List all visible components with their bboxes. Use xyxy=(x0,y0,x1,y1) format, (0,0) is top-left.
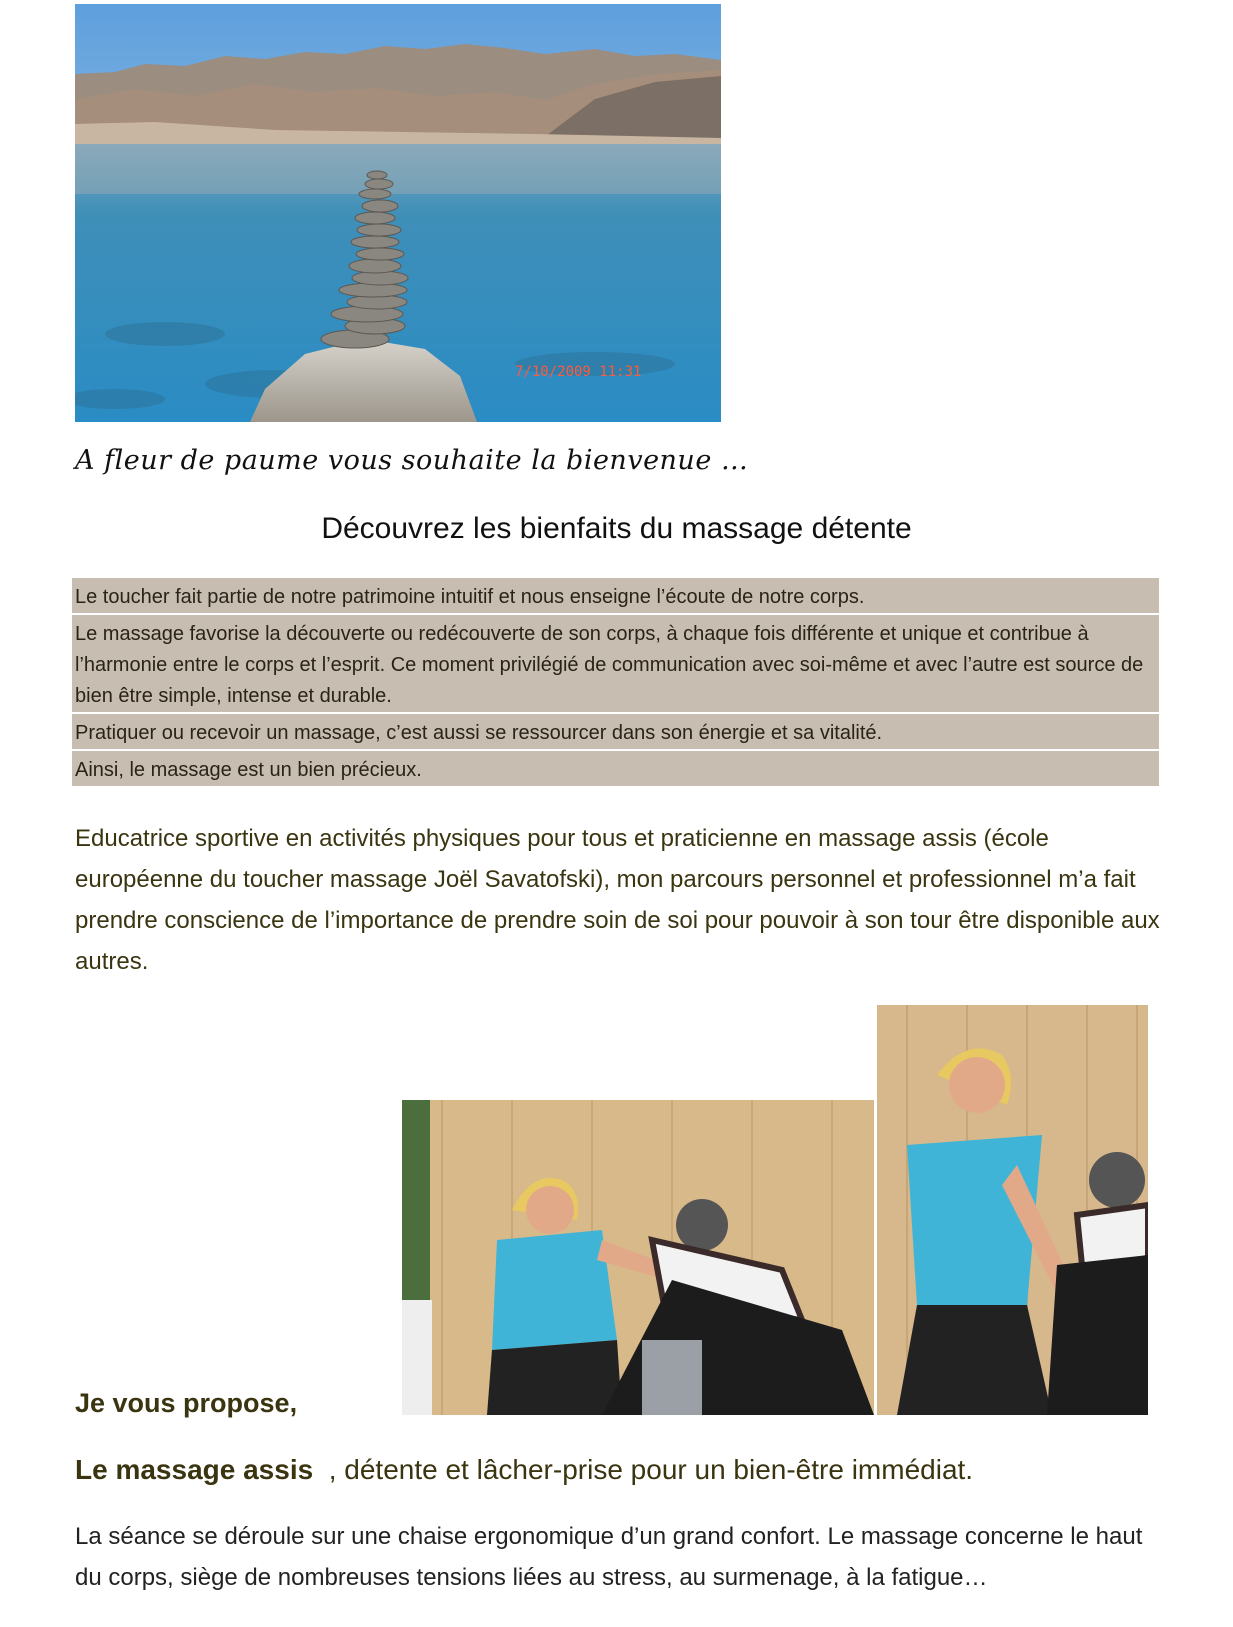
session-description: La séance se déroule sur une chaise ergonomique d’un grand confort. Le massage concerne le haut du corps, siège de nombreuses tensions liées au stress, au surmenage, à la fatigue… xyxy=(75,1523,1143,1591)
intro-paragraph: Pratiquer ou recevoir un massage, c’est aussi se ressourcer dans son énergie et sa vitalité. xyxy=(75,722,883,744)
offer-title: Le massage assis xyxy=(75,1454,314,1485)
intro-paragraph: Le toucher fait partie de notre patrimoine intuitif et nous enseigne l’écoute de notre corps. xyxy=(75,586,865,608)
welcome-text: A fleur de paume vous souhaite la bienvenue … xyxy=(75,445,749,476)
massage-photo-wide xyxy=(402,1100,874,1415)
hero-lake-image xyxy=(75,4,721,422)
massage-photo-tall xyxy=(877,1005,1148,1415)
page-subtitle: Découvrez les bienfaits du massage détente xyxy=(321,512,912,545)
offer-line xyxy=(75,1454,973,1486)
bio-paragraph: Educatrice sportive en activités physiques pour tous et praticienne en massage assis (école européenne du toucher massage Joël Savatofski), mon parcours personnel et professionnel m’a fait prendre conscience de l’importance de prendre soin de soi pour pouvoir à son tour être disponible aux autres. xyxy=(75,825,1160,975)
propose-heading: Je vous propose, xyxy=(75,1388,298,1418)
intro-band xyxy=(72,578,1159,786)
intro-paragraph: Ainsi, le massage est un bien précieux. xyxy=(75,759,422,781)
intro-paragraph: Le massage favorise la découverte ou redécouverte de son corps, à chaque fois différente et unique et contribue à l’harmonie entre le corps et l’esprit. Ce moment privilégié de communication avec soi-même et avec l’autre est source de bien être simple, intense et durable. xyxy=(75,623,1144,707)
photo-timestamp: 7/10/2009 11:31 xyxy=(515,364,642,380)
offer-tagline: , détente et lâcher-prise pour un bien-être immédiat. xyxy=(313,1454,974,1485)
